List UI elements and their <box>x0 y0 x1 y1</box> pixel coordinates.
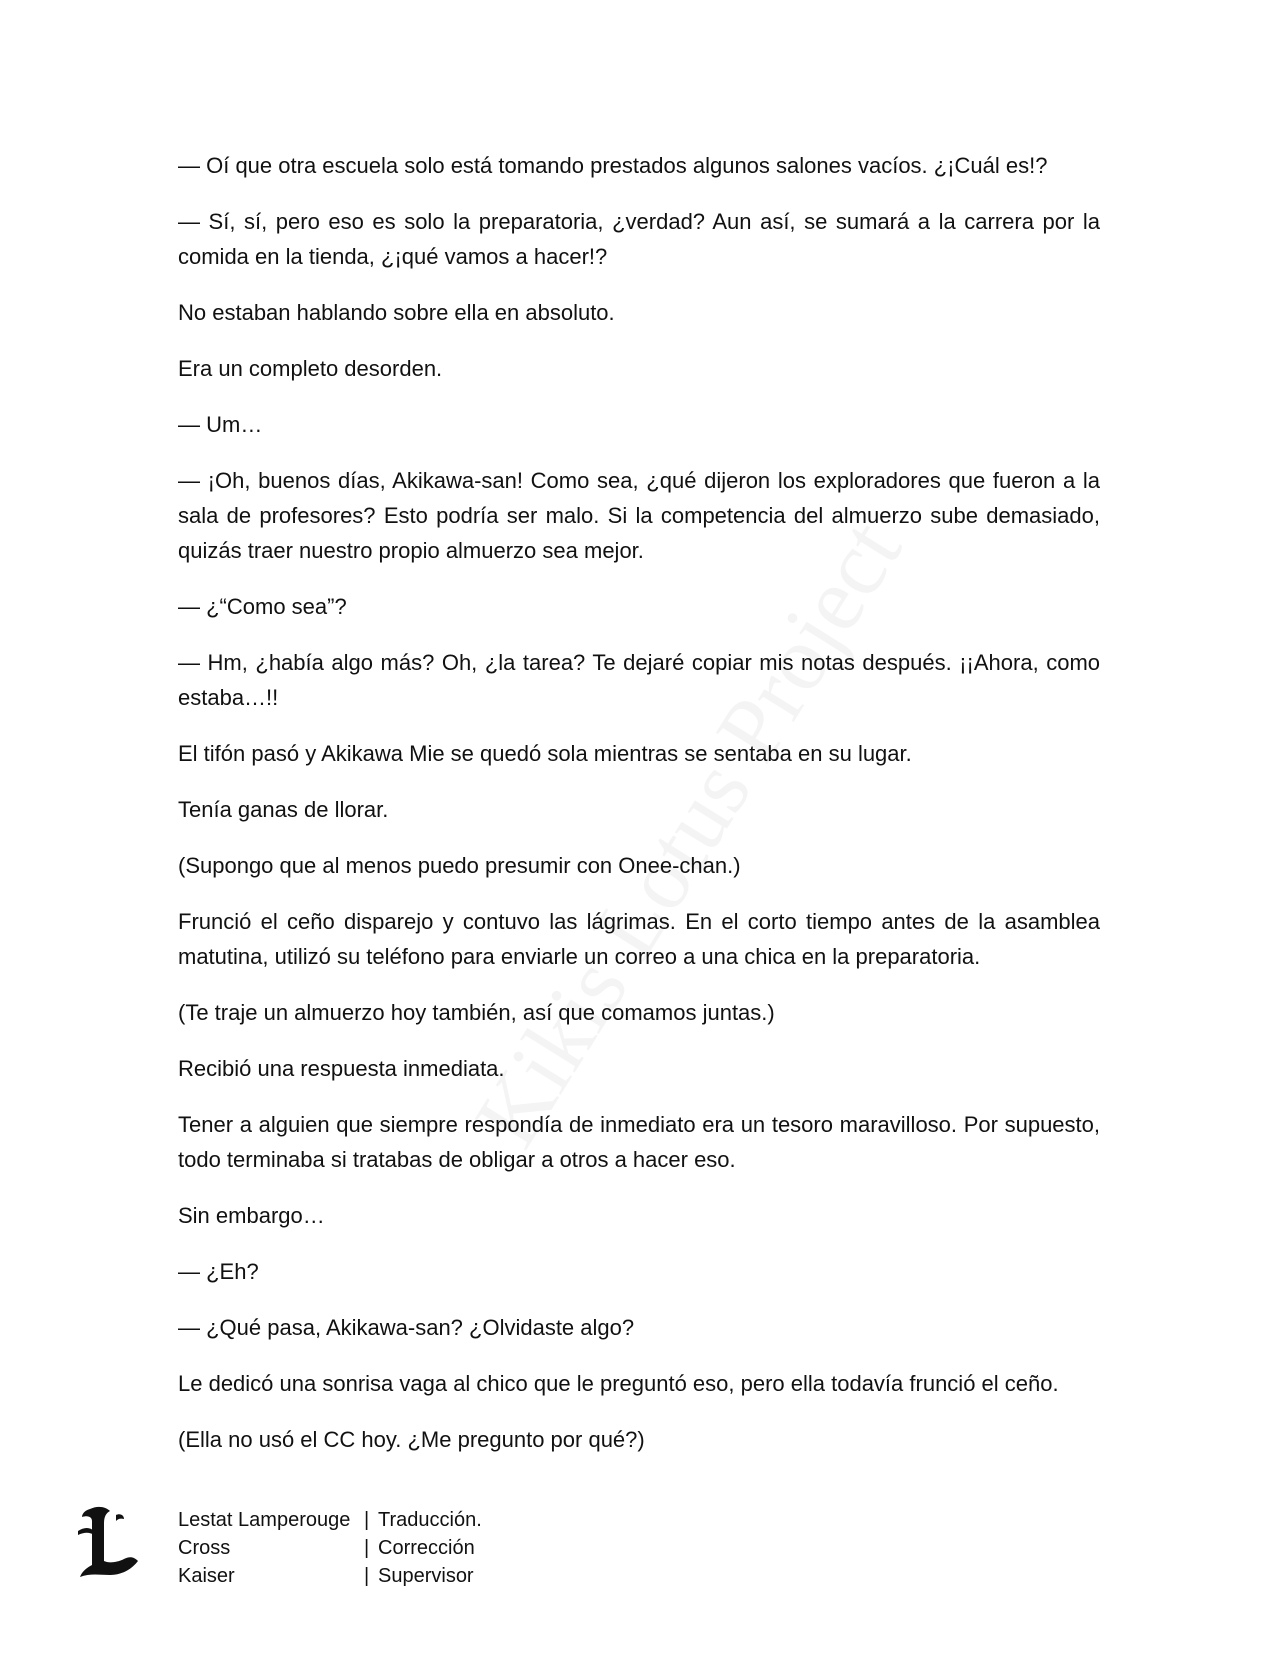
credit-separator: | <box>364 1565 370 1587</box>
paragraph: Le dedicó una sonrisa vaga al chico que le preguntó eso, pero ella todavía frunció el ceño. <box>178 1371 1059 1396</box>
credit-name: Lestat Lamperouge <box>178 1509 351 1531</box>
credit-name: Kaiser <box>178 1565 235 1587</box>
paragraph: Frunció el ceño disparejo y contuvo las lágrimas. En el corto tiempo antes de la asamblea matutina, utilizó su teléfono para enviarle un correo a una chica en la preparatoria. <box>178 909 1100 969</box>
paragraph: El tifón pasó y Akikawa Mie se quedó sola mientras se sentaba en su lugar. <box>178 741 912 766</box>
body-text <box>178 148 1100 1478</box>
credit-separator: | <box>364 1537 370 1559</box>
credit-role: Corrección <box>378 1537 475 1559</box>
credit-row <box>178 1562 482 1590</box>
credit-name: Cross <box>178 1537 231 1559</box>
credit-role: Traducción. <box>378 1509 482 1531</box>
credit-role: Supervisor <box>378 1565 474 1587</box>
paragraph: — Oí que otra escuela solo está tomando prestados algunos salones vacíos. ¿¡Cuál es!? <box>178 153 1048 178</box>
paragraph: — Um… <box>178 412 263 437</box>
paragraph: Era un completo desorden. <box>178 356 443 381</box>
credit-row <box>178 1506 482 1534</box>
paragraph: Recibió una respuesta inmediata. <box>178 1056 505 1081</box>
paragraph: Sin embargo… <box>178 1203 325 1228</box>
paragraph: — Sí, sí, pero eso es solo la preparatoria, ¿verdad? Aun así, se sumará a la carrera por la comida en la tienda, ¿¡qué vamos a hacer!? <box>178 209 1100 269</box>
paragraph: No estaban hablando sobre ella en absoluto. <box>178 300 615 325</box>
gothic-letter-l-logo-icon <box>76 1505 140 1579</box>
credits <box>178 1506 482 1590</box>
credit-row <box>178 1534 482 1562</box>
paragraph: Tenía ganas de llorar. <box>178 797 389 822</box>
paragraph: — ¡Oh, buenos días, Akikawa-san! Como sea, ¿qué dijeron los exploradores que fueron a la sala de profesores? Esto podría ser malo. Si la competencia del almuerzo sube demasiado, quizás traer nuestro propio almuerzo sea mejor. <box>178 468 1100 563</box>
credit-separator: | <box>364 1509 370 1531</box>
paragraph: Tener a alguien que siempre respondía de inmediato era un tesoro maravilloso. Por supuesto, todo terminaba si tratabas de obligar a otros a hacer eso. <box>178 1112 1100 1172</box>
paragraph: — ¿“Como sea”? <box>178 594 347 619</box>
paragraph: (Te traje un almuerzo hoy también, así que comamos juntas.) <box>178 1000 775 1025</box>
paragraph: — Hm, ¿había algo más? Oh, ¿la tarea? Te dejaré copiar mis notas después. ¡¡Ahora, como estaba…!! <box>178 650 1100 710</box>
paragraph: — ¿Qué pasa, Akikawa-san? ¿Olvidaste algo? <box>178 1315 635 1340</box>
paragraph: (Ella no usó el CC hoy. ¿Me pregunto por qué?) <box>178 1427 645 1452</box>
paragraph: — ¿Eh? <box>178 1259 259 1284</box>
paragraph: (Supongo que al menos puedo presumir con Onee-chan.) <box>178 853 741 878</box>
